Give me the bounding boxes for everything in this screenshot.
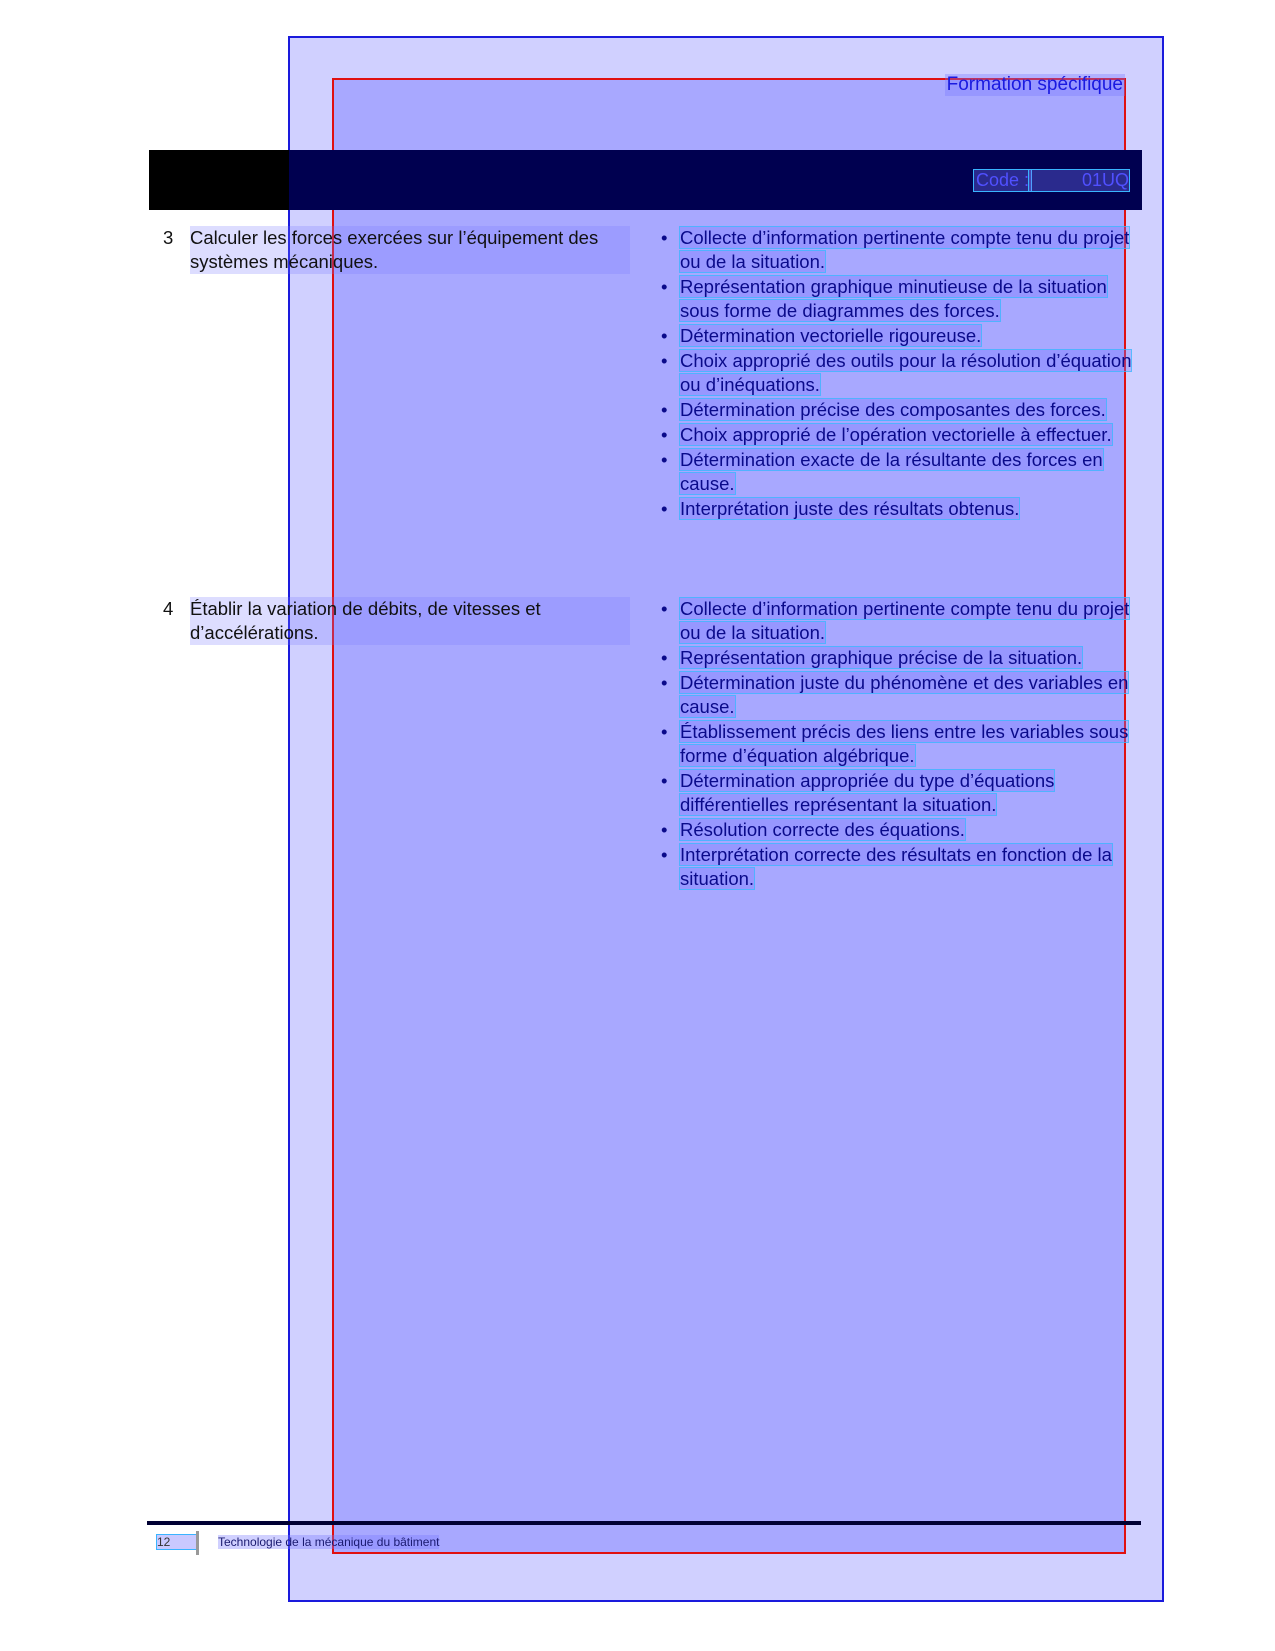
- criterion-item: • Choix approprié de l’opération vectorielle à effectuer.: [661, 424, 1112, 445]
- bullet-icon: •: [661, 399, 668, 420]
- criteria-list: [653, 597, 1133, 892]
- objective-number: 3: [163, 227, 174, 248]
- criterion-item: • Interprétation juste des résultats obtenus.: [661, 498, 1020, 519]
- criterion-item: • Détermination précise des composantes des forces.: [661, 399, 1106, 420]
- footer-document-title: Technologie de la mécanique du bâtiment: [218, 1535, 440, 1549]
- criterion-item: • Représentation graphique précise de la situation.: [661, 647, 1083, 668]
- criterion-item: • Détermination appropriée du type d’équations différentielles représentant la situation.: [661, 770, 1055, 815]
- objective-text: Calculer les forces exercées sur l’équipement des systèmes mécaniques.: [190, 226, 630, 274]
- criterion-item: • Détermination vectorielle rigoureuse.: [661, 325, 982, 346]
- criterion-item: • Représentation graphique minutieuse de la situation sous forme de diagrammes des forces.: [661, 276, 1107, 321]
- code-value: 01UQ: [1029, 170, 1129, 191]
- bullet-icon: •: [661, 449, 668, 470]
- bullet-icon: •: [661, 498, 668, 519]
- footer-separator: [196, 1531, 199, 1555]
- bullet-icon: •: [661, 227, 668, 248]
- criterion-item: • Interprétation correcte des résultats en fonction de la situation.: [661, 844, 1112, 889]
- footer-page-number: 12: [157, 1535, 197, 1549]
- bullet-icon: •: [661, 844, 668, 865]
- criterion-item: • Établissement précis des liens entre les variables sous forme d’équation algébrique.: [661, 721, 1129, 766]
- bullet-icon: •: [661, 325, 668, 346]
- header-bar: [149, 150, 1142, 210]
- objective-number: 4: [163, 598, 174, 619]
- criteria-list: [653, 226, 1133, 522]
- bullet-icon: •: [661, 350, 668, 371]
- criterion-item: • Résolution correcte des équations.: [661, 819, 965, 840]
- criterion-item: • Collecte d’information pertinente compte tenu du projet ou de la situation.: [661, 598, 1130, 643]
- criterion-item: • Détermination exacte de la résultante des forces en cause.: [661, 449, 1103, 494]
- criterion-item: • Détermination juste du phénomène et des variables en cause.: [661, 672, 1129, 717]
- bullet-icon: •: [661, 721, 668, 742]
- bullet-icon: •: [661, 819, 668, 840]
- header-bar-block: [149, 150, 289, 210]
- criterion-item: • Choix approprié des outils pour la résolution d’équation ou d’inéquations.: [661, 350, 1132, 395]
- bullet-icon: •: [661, 276, 668, 297]
- criterion-item: • Collecte d’information pertinente compte tenu du projet ou de la situation.: [661, 227, 1130, 272]
- bullet-icon: •: [661, 770, 668, 791]
- bullet-icon: •: [661, 672, 668, 693]
- footer-rule: [147, 1521, 1141, 1525]
- objective-text: Établir la variation de débits, de vitesses et d’accélérations.: [190, 597, 630, 645]
- bullet-icon: •: [661, 424, 668, 445]
- code-label: Code :: [976, 170, 1030, 190]
- bullet-icon: •: [661, 598, 668, 619]
- bullet-icon: •: [661, 647, 668, 668]
- section-title: Formation spécifique: [946, 74, 1123, 95]
